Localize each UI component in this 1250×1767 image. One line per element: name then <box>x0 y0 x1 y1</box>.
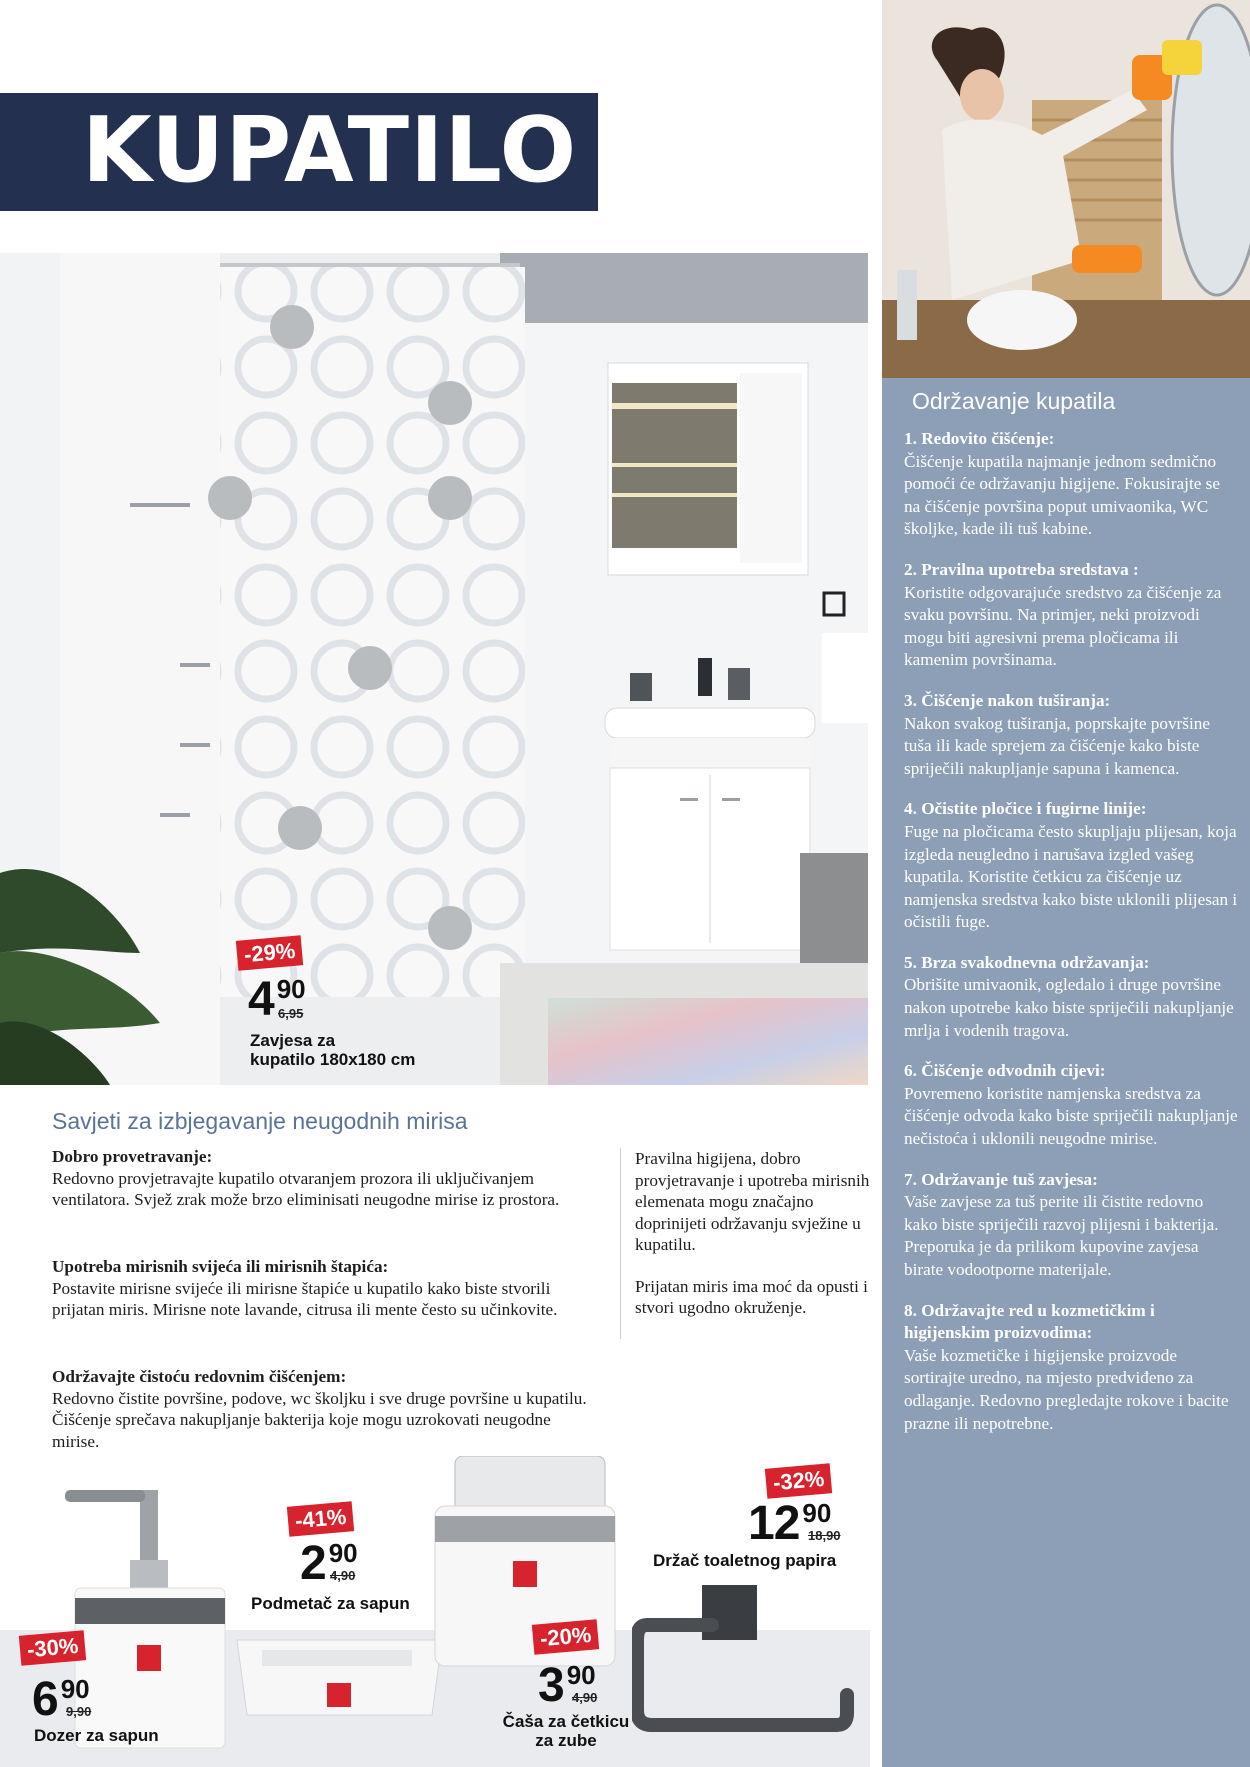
toothbrush-cup-discount-badge: -20% <box>532 1619 600 1655</box>
curtain-old-price: 6,95 <box>278 1006 304 1021</box>
cleaning-woman-illustration <box>882 0 1250 378</box>
paper-holder-old-price: 18,90 <box>808 1528 841 1543</box>
bathroom-photo <box>0 253 868 1085</box>
tip-item: 7. Održavanje tuš zavjesa: Vaše zavjese za tuš perite ili čistite redovno kako biste spriječili razvoj plijesni i bakterija. Preporuka je da prilikom kupovine zavjesa birate vodootporne materijale. <box>904 1169 1219 1279</box>
tip-item: 1. Redovito čišćenje: Čišćenje kupatila najmanje jednom sedmično pomoći će održavanju higijene. Fokusirajte se na čišćenje površina poput umivaonika, WC školjke, kade ili tuš kabine. <box>904 429 1220 539</box>
soap-dish-name: Podmetač za sapun <box>251 1594 410 1613</box>
bathroom-illustration <box>0 253 868 1085</box>
tip-item: 6. Čišćenje odvodnih cijevi: Povremeno koristite namjenska sredstva za čišćenje odvoda kako biste spriječili nakupljanje nečistoća i uklonili neugodne mirise. <box>904 1061 1238 1149</box>
soap-dish-image <box>232 1625 447 1725</box>
soap-dish-price: 2 90 4,90 <box>300 1537 358 1590</box>
savjet-block: Održavajte čistoću redovnim čišćenjem: Redovno čistite površine, podove, wc školjku i sve druge površine u kupatilu. Čišćenje sprečava nakupljanje bakterija koje mogu uzrokovati neugodne mirise. <box>52 1367 587 1451</box>
sidebar-maintenance <box>882 0 1250 1767</box>
cleaning-woman-photo <box>882 0 1250 378</box>
curtain-name: Zavjesa za kupatilo 180x180 cm <box>250 1031 416 1069</box>
dispenser-old-price: 9,90 <box>66 1704 92 1719</box>
dispenser-discount-badge: -30% <box>19 1630 87 1666</box>
savjet-block: Dobro provetravanje: Redovno provjetravajte kupatilo otvaranjem prozora ili uključivanjem ventilatora. Svjež zrak može brzo eliminisati neugodne mirise iz prostora. <box>52 1147 560 1209</box>
savjet-block: Upotreba mirisnih svijeća ili mirisnih štapića: Postavite mirisne svijeće ili mirisne štapiće u kupatilo kako biste stvorili prijatan miris. Mirisne note lavande, citrusa ili mente često su učinkovite. <box>52 1257 558 1319</box>
paper-holder-name: Držač toaletnog papira <box>653 1551 837 1570</box>
tips-list <box>904 428 1240 1453</box>
page-title: KUPATILO <box>82 98 578 203</box>
paper-holder-discount-badge: -32% <box>765 1463 833 1499</box>
tip-item: 8. Održavajte red u kozmetičkim i higijenskim proizvodima: Vaše kozmetičke i higijenske proizvode sortirajte uredno, na mjesto predviđeno za odlaganje. Redovno pregledajte rokove i bacite prazne ili nepotrebne. <box>904 1300 1229 1433</box>
tip-item: 4. Očistite pločice i fugirne linije: Fuge na pločicama često skupljaju plijesan, koja izgleda neugledno i narušava izgled vašeg kupatila. Koristite četkicu za čišćenje uz namjenska sredstva kako biste uklonili plijesan i očistili fuge. <box>904 799 1238 932</box>
curtain-price: 4 90 6,95 <box>248 973 306 1026</box>
savjeti-title: Savjeti za izbjegavanje neugodnih mirisa <box>52 1108 468 1134</box>
toothbrush-cup-name: Čaša za četkicu za zube <box>502 1712 630 1750</box>
toothbrush-cup-price: 3 90 4,90 <box>538 1659 598 1712</box>
paper-holder-price: 12 90 18,90 <box>748 1497 841 1550</box>
side-note: Pravilna higijena, dobro provjetravanje i upotreba mirisnih elemenata mogu značajno doprinijeti održavanju svježine u kupatilu. Prijatan miris ima moć da opusti i stvori ugodno okruženje. <box>620 1148 880 1339</box>
curtain-discount-badge: -29% <box>236 935 304 971</box>
tip-item: 2. Pravilna upotreba sredstava : Koristite odgovarajuće sredstvo za čišćenje za svaku površinu. Na primjer, neki proizvodi mogu biti agresivni prema pločicama ili kamenim površinama. <box>904 559 1222 670</box>
toothbrush-cup-old-price: 4,90 <box>572 1690 598 1705</box>
soap-dish-old-price: 4,90 <box>330 1568 356 1583</box>
header-banner <box>0 93 598 211</box>
dispenser-price: 6 90 9,90 <box>32 1673 92 1726</box>
dispenser-name: Dozer za sapun <box>34 1726 159 1745</box>
sidebar-title: Održavanje kupatila <box>912 388 1116 414</box>
tip-item: 5. Brza svakodnevna održavanja: Obrišite umivaonik, ogledalo i druge površine nakon upotrebe kako biste spriječili nakupljanje mrlja i vodenih tragova. <box>904 952 1234 1040</box>
tip-item: 3. Čišćenje nakon tuširanja: Nakon svakog tuširanja, poprskajte površine tuša ili kade sprejem za čišćenje kako biste spriječili nakupljanje sapuna i kamenca. <box>904 690 1210 778</box>
paper-holder-image <box>632 1585 857 1735</box>
soap-dish-discount-badge: -41% <box>287 1501 355 1537</box>
